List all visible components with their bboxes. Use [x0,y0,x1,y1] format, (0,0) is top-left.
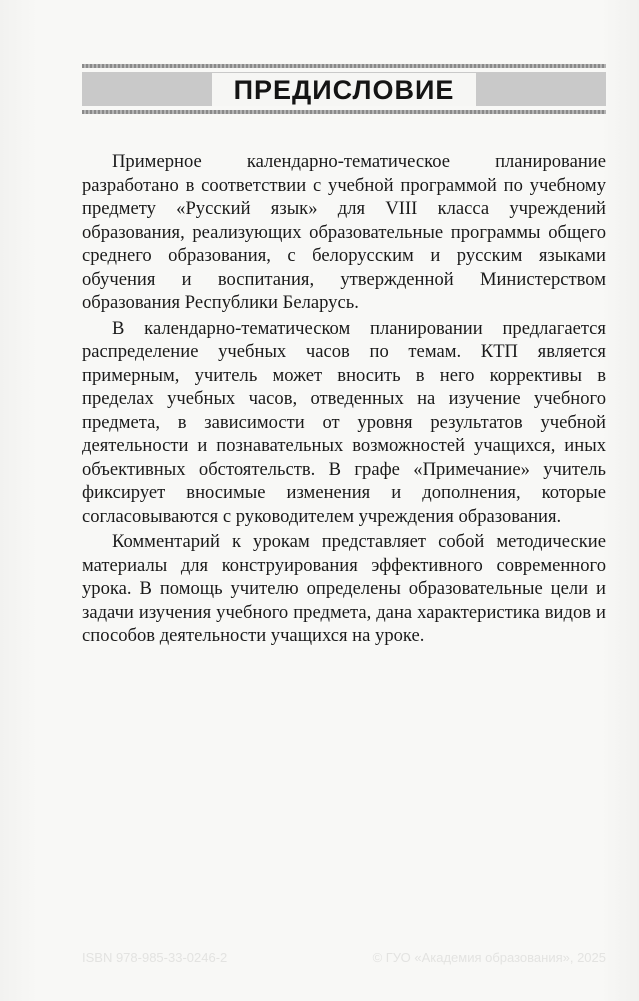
heading-fill [82,72,606,106]
preface-text [82,150,606,650]
paragraph-2: В календарно-тематическом планировании предлагается распределение учебных часов по темам. КТП является примерным, учитель может вносить в него коррективы в пределах учебных часов, отведенных на изучение учебного предмета, в зависимости от уровня результатов учебной деятельности и познавательных возможностей учащихся, иных объективных обстоятельств. В графе «Примечание» учитель фиксирует вносимые изменения и дополнения, которые согласовываются с руководителем учреждения образования. [82,317,606,527]
heading-bottom-rule [82,110,606,114]
heading-top-rule [82,64,606,68]
paragraph-3: Комментарий к урокам представляет собой методические материалы для конструирования эффективного современного урока. В помощь учителю определены образовательные цели и задачи изучения учебного предмета, дана характеристика видов и способов деятельности учащихся на уроке. [82,531,606,646]
heading-band [82,64,606,114]
isbn-text: ISBN 978-985-33-0246-2 [82,950,228,965]
paragraph-1: Примерное календарно-тематическое планирование разработано в соответствии с учебной программой по учебному предмету «Русский язык» для VIII класса учреждений образования, реализующих образовательные программы общего среднего образования, с белорусским и русским языками обучения и воспитания, утвержденной Министерством образования Республики Беларусь. [82,151,606,313]
copyright-text: © ГУО «Академия образования», 2025 [372,950,606,965]
page-title: ПРЕДИСЛОВИЕ [212,73,477,106]
show-through-footer [82,950,606,965]
